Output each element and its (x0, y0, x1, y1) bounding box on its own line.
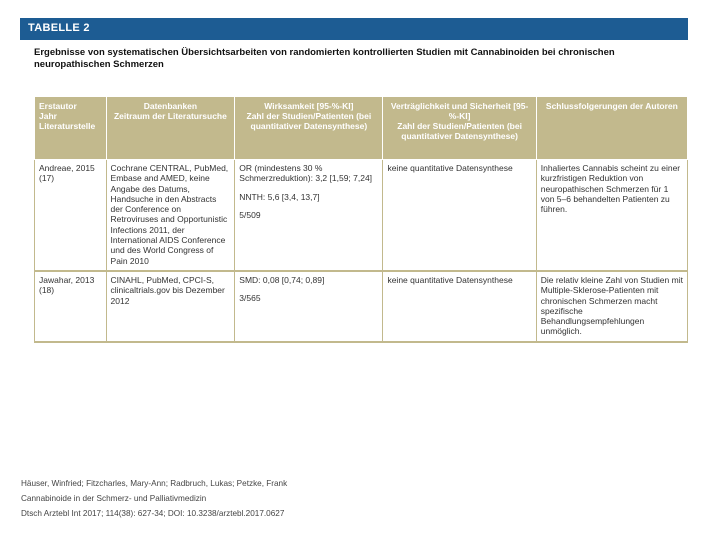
table-figure (20, 18, 688, 337)
source-citation (21, 476, 287, 521)
cell-safety: keine quantitative Datensynthese (383, 271, 536, 342)
column-header-databases: Datenbanken Zeitraum der Literatursuche (106, 97, 235, 160)
cell-databases: CINAHL, PubMed, CPCI-S, clinicaltrials.gov bis Dezember 2012 (106, 271, 235, 342)
table-row (35, 160, 688, 271)
table-caption: Ergebnisse von systematischen Übersichtsarbeiten von randomierten kontrollierten Studien mit Cannabinoiden bei chronischen neuropathischen Schmerzen (34, 47, 615, 70)
results-table (34, 96, 688, 343)
cell-conclusion: Inhaliertes Cannabis scheint zu einer kurzfristigen Reduktion von neuropathischen Schmerzen für 1 von 5–6 behandelten Patienten zu führen. (536, 160, 687, 271)
column-header-safety: Verträglichkeit und Sicherheit [95-%-KI] Zahl der Studien/Patienten (bei quantitativer Datensynthese) (383, 97, 536, 160)
citation-title: Cannabinoide in der Schmerz- und Palliativmedizin (21, 494, 207, 503)
cell-efficacy: SMD: 0,08 [0,74; 0,89] 3/565 (235, 271, 383, 342)
table-label-bar (20, 18, 688, 40)
cell-conclusion: Die relativ kleine Zahl von Studien mit Multiple-Sklerose-Patienten mit chronischen Schmerzen macht spezifische Behandlungsempfehlungen unmöglich. (536, 271, 687, 342)
table-label: TABELLE 2 (28, 22, 90, 34)
citation-authors: Häuser, Winfried; Fitzcharles, Mary-Ann; Radbruch, Lukas; Petzke, Frank (21, 479, 288, 488)
table-row (35, 271, 688, 342)
citation-journal: Dtsch Arztebl Int 2017; 114(38): 627-34; DOI: 10.3238/arztebl.2017.0627 (21, 509, 285, 518)
cell-safety: keine quantitative Datensynthese (383, 160, 536, 271)
column-header-conclusion: Schlussfolgerungen der Autoren (536, 97, 687, 160)
cell-author: Jawahar, 2013 (18) (35, 271, 107, 342)
table-header-row (35, 97, 688, 160)
column-header-efficacy: Wirksamkeit [95-%-KI] Zahl der Studien/Patienten (bei quantitativer Datensynthese) (235, 97, 383, 160)
cell-efficacy: OR (mindestens 30 % Schmerzreduktion): 3,2 [1,59; 7,24] NNTH: 5,6 [3,4, 13,7] 5/509 (235, 160, 383, 271)
cell-author: Andreae, 2015 (17) (35, 160, 107, 271)
column-header-author: Erstautor Jahr Literaturstelle (35, 97, 107, 160)
cell-databases: Cochrane CENTRAL, PubMed, Embase and AMED, keine Angabe des Datums, Handsuche in den Abstracts der Conference on Retroviruses and Opportunistic Infections 2011, der International AIDS Conference und des World Congress of Pain 2010 (106, 160, 235, 271)
